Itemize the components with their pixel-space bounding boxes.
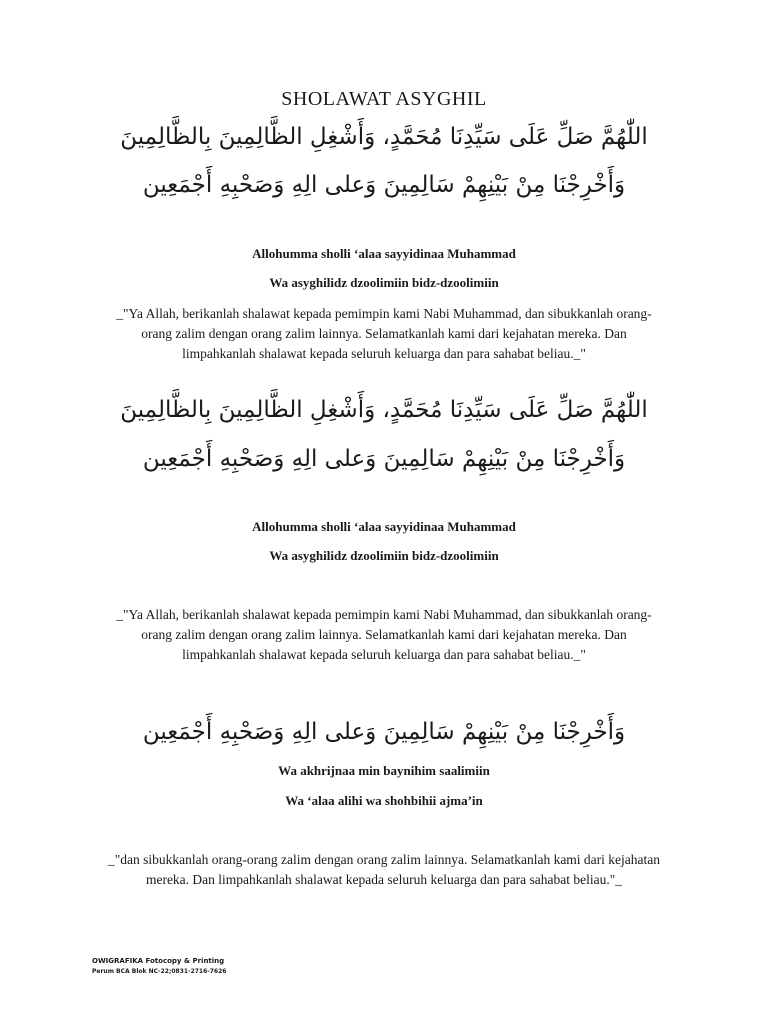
translation-line: orang zalim dengan orang zalim lainnya. Selamatkanlah kami dari kejahatan mereka. Dan <box>141 627 627 642</box>
translation-paragraph <box>0 304 768 364</box>
transliteration-line: Wa asyghilidz dzoolimiin bidz-dzoolimiin <box>269 275 499 290</box>
arabic-line: اللّٰهُمَّ صَلِّ عَلَى سَيِّدِنَا مُحَمَّدٍ، وَأَشْغِلِ الظَّالِمِينَ بِالظَّالِمِينَ <box>120 124 648 150</box>
arabic-line: وَأَخْرِجْنَا مِنْ بَيْنِهِمْ سَالِمِينَ وَعلى الِهِ وَصَحْبِهِ أَجْمَعِين <box>142 172 626 198</box>
footer-shop-name: OWIGRAFIKA Fotocopy & Printing <box>92 957 225 965</box>
translation-line: limpahkanlah shalawat kepada seluruh keluarga dan para sahabat beliau._" <box>182 647 586 662</box>
arabic-line: وَأَخْرِجْنَا مِنْ بَيْنِهِمْ سَالِمِينَ وَعلى الِهِ وَصَحْبِهِ أَجْمَعِين <box>142 719 626 745</box>
translation-line: mereka. Dan limpahkanlah shalawat kepada seluruh keluarga dan para sahabat beliau."_ <box>145 872 623 887</box>
transliteration-line: Wa akhrijnaa min baynihim saalimiin <box>278 763 490 778</box>
translation-line: _"dan sibukkanlah orang-orang zalim dengan orang zalim lainnya. Selamatkanlah kami dari kejahatan <box>107 852 661 867</box>
transliteration-line: Allohumma sholli ‘alaa sayyidinaa Muhammad <box>252 519 516 534</box>
translation-paragraph <box>0 850 768 890</box>
arabic-line: اللّٰهُمَّ صَلِّ عَلَى سَيِّدِنَا مُحَمَّدٍ، وَأَشْغِلِ الظَّالِمِينَ بِالظَّالِمِينَ <box>120 397 648 423</box>
transliteration-line: Wa asyghilidz dzoolimiin bidz-dzoolimiin <box>269 548 499 563</box>
translation-paragraph <box>0 605 768 665</box>
transliteration-line: Allohumma sholli ‘alaa sayyidinaa Muhammad <box>252 246 516 261</box>
translation-line: _"Ya Allah, berikanlah shalawat kepada pemimpin kami Nabi Muhammad, dan sibukkanlah orang- <box>116 306 652 321</box>
arabic-line: وَأَخْرِجْنَا مِنْ بَيْنِهِمْ سَالِمِينَ وَعلى الِهِ وَصَحْبِهِ أَجْمَعِين <box>142 446 626 472</box>
transliteration-line: Wa ‘alaa alihi wa shohbihii ajma’in <box>285 793 483 808</box>
translation-line: orang zalim dengan orang zalim lainnya. Selamatkanlah kami dari kejahatan mereka. Dan <box>141 326 627 341</box>
translation-line: _"Ya Allah, berikanlah shalawat kepada pemimpin kami Nabi Muhammad, dan sibukkanlah orang- <box>116 607 652 622</box>
document-title: SHOLAWAT ASYGHIL <box>281 88 487 110</box>
translation-line: limpahkanlah shalawat kepada seluruh keluarga dan para sahabat beliau._" <box>182 346 586 361</box>
footer-address: Perum BCA Blok NC-22;0831-2716-7626 <box>92 968 227 975</box>
